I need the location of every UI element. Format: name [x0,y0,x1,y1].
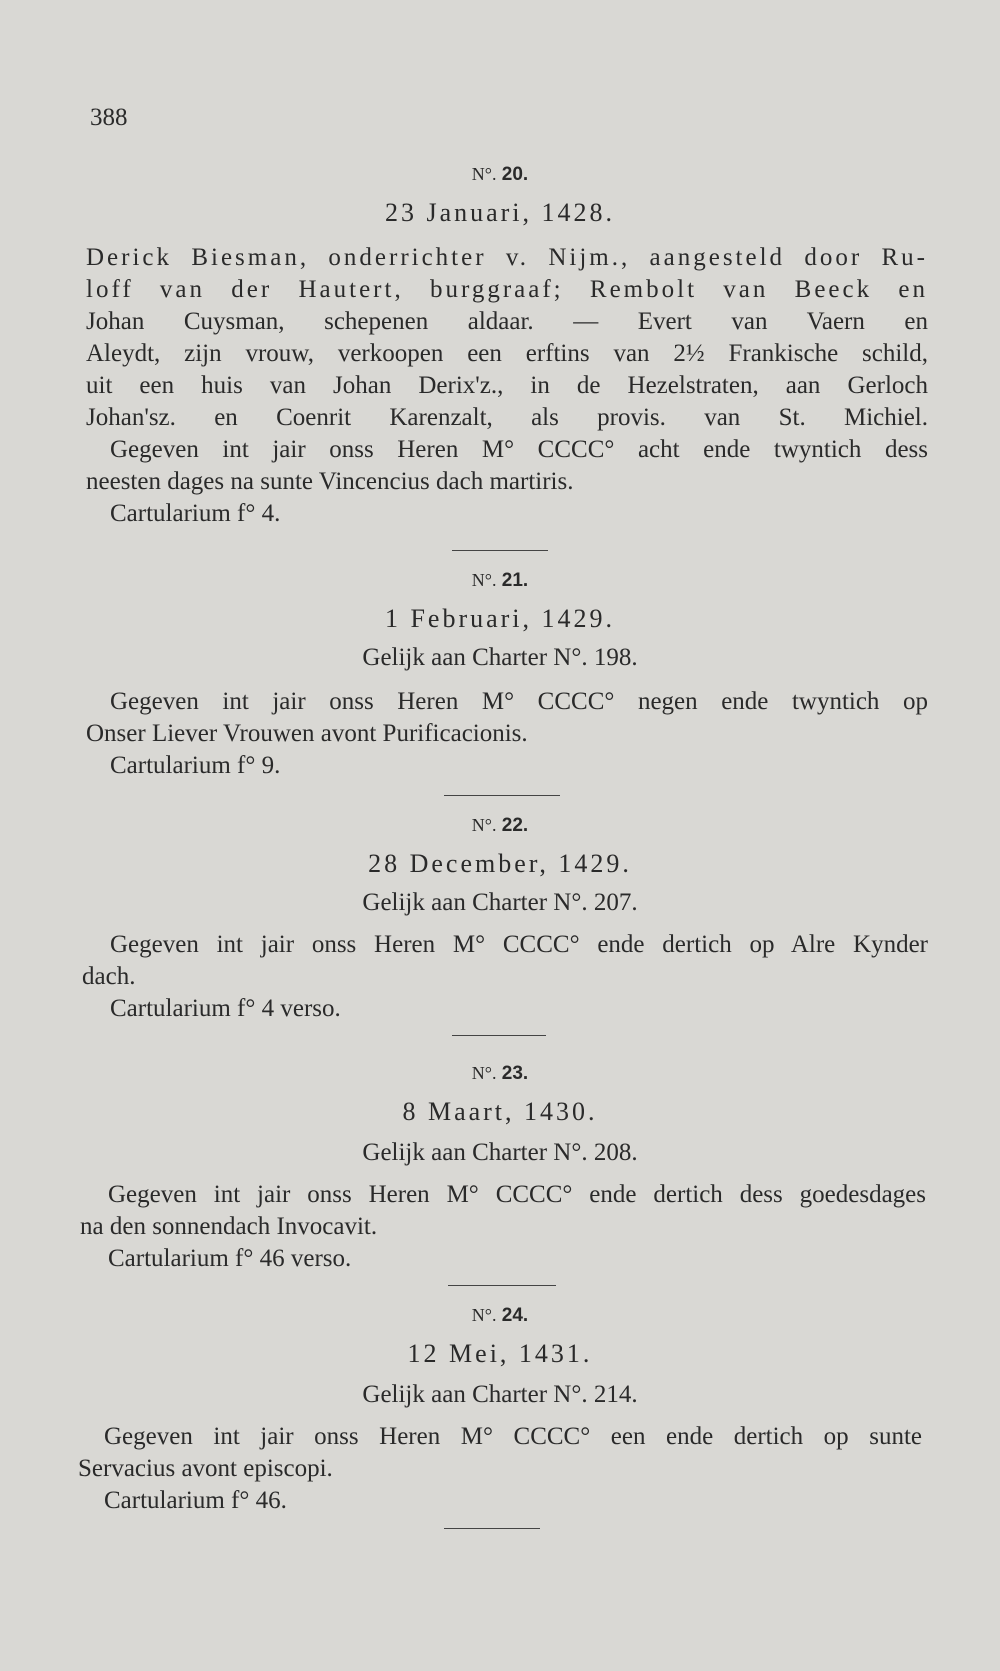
separator-rule [452,1035,546,1036]
entry-line: Gegeven int jair onss Heren M° CCCC° ende dertich dess goedesdages [108,1181,926,1208]
entry-number [0,1063,1000,1085]
entry-number-value: 23. [501,1063,529,1084]
separator-rule [452,550,548,551]
entry-line: Gegeven int jair onss Heren M° CCCC° een ende dertich op sunte [104,1423,922,1450]
entry-line: Gegeven int jair onss Heren M° CCCC° ende dertich op Alre Kynder [110,931,928,958]
entry-number-value: 24. [501,1305,529,1326]
entry-number [0,570,1000,592]
separator-rule [448,1285,556,1286]
entry-source: Cartularium f° 4. [110,500,281,527]
entry-line: loff van der Hautert, burggraaf; Rembolt van Beeck en [86,276,928,303]
entry-date: 28 December, 1429. [368,849,632,878]
entry-number-value: 21. [501,570,529,591]
entry-date: 23 Januari, 1428. [384,198,616,227]
entry-source: Cartularium f° 4 verso. [110,995,341,1022]
entry-number-prefix: N°. [471,164,497,184]
entry-number [0,815,1000,837]
separator-rule [444,795,560,796]
entry-line: Derick Biesman, onderrichter v. Nijm., aangesteld door Ru- [86,244,928,271]
entry-line: Onser Liever Vrouwen avont Purificacionis. [86,720,528,747]
charter-reference: Gelijk aan Charter N°. 198. [362,644,638,671]
entry-line: Servacius avont episcopi. [78,1455,333,1482]
entry-line: Gegeven int jair onss Heren M° CCCC° negen ende twyntich op [110,688,928,715]
entry-line: Gegeven int jair onss Heren M° CCCC° acht ende twyntich dess [110,436,928,463]
entry-line: uit een huis van Johan Derix'z., in de Hezelstraten, aan Gerloch [86,372,928,399]
entry-number-prefix: N°. [471,1063,497,1083]
charter-reference: Gelijk aan Charter N°. 214. [362,1381,638,1408]
entry-number-value: 22. [501,815,529,836]
page-number: 388 [90,104,128,131]
entry-number-prefix: N°. [471,570,497,590]
entry-line: dach. [82,963,136,990]
entry-number-value: 20. [501,164,529,185]
separator-rule [444,1528,540,1529]
entry-number-prefix: N°. [471,1305,497,1325]
entry-line: Johan Cuysman, schepenen aldaar. — Evert van Vaern en [86,308,928,335]
charter-reference: Gelijk aan Charter N°. 208. [362,1139,638,1166]
charter-reference: Gelijk aan Charter N°. 207. [362,889,638,916]
entry-date: 12 Mei, 1431. [407,1339,593,1368]
entry-date: 8 Maart, 1430. [402,1097,598,1126]
entry-source: Cartularium f° 9. [110,752,281,779]
entry-line: na den sonnendach Invocavit. [80,1213,378,1240]
entry-source: Cartularium f° 46. [104,1487,287,1514]
entry-line: Aleydt, zijn vrouw, verkoopen een erftins van 2½ Frankische schild, [86,340,928,367]
entry-date: 1 Februari, 1429. [384,604,616,633]
entry-line: neesten dages na sunte Vincencius dach martiris. [86,468,574,495]
entry-number [0,1305,1000,1327]
entry-number-prefix: N°. [471,815,497,835]
entry-source: Cartularium f° 46 verso. [108,1245,352,1272]
entry-line: Johan'sz. en Coenrit Karenzalt, als provis. van St. Michiel. [86,404,928,431]
entry-number [0,164,1000,186]
